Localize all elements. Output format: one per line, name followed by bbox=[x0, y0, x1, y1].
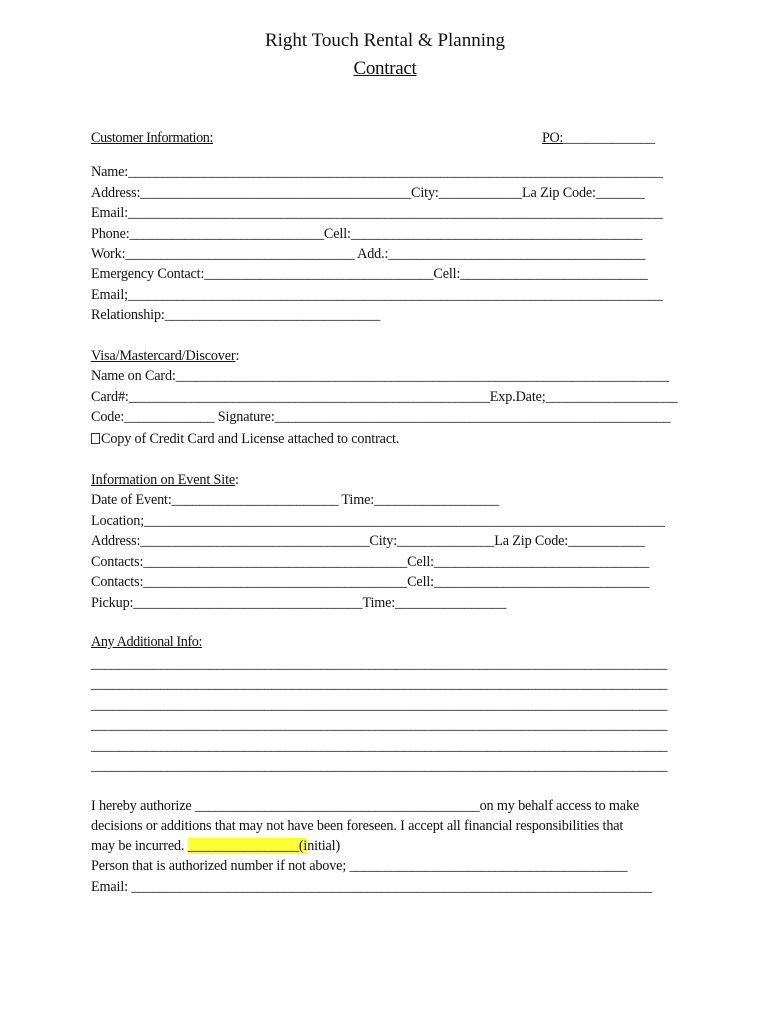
event-date-time-field[interactable]: Date of Event:________________________ Time:__________________ bbox=[91, 492, 500, 508]
po-field[interactable] bbox=[542, 130, 655, 147]
document-subtitle: Contract bbox=[353, 58, 417, 79]
additional-info-heading: Any Additional Info: bbox=[91, 634, 203, 650]
second-email-field[interactable]: Email;_____________________________________________________________________________ bbox=[91, 287, 663, 303]
company-title: Right Touch Rental & Planning bbox=[264, 30, 506, 51]
email-field[interactable]: Email:_____________________________________________________________________________ bbox=[91, 205, 663, 221]
event-heading-text: Information on Event Site bbox=[91, 472, 236, 488]
additional-info-line[interactable]: ___________________________________________________________________________________ bbox=[91, 758, 668, 774]
authorized-email-field[interactable]: Email: ___________________________________________________________________________ bbox=[91, 879, 653, 895]
initial-label: nitial) bbox=[307, 838, 341, 854]
card-number-field[interactable]: Card#:____________________________________________________Exp.Date;___________________ bbox=[91, 389, 678, 405]
event-contact-1-field[interactable]: Contacts:______________________________________Cell:_______________________________ bbox=[91, 554, 650, 570]
initial-field[interactable]: ________________(i bbox=[187, 838, 308, 854]
additional-info-line[interactable]: ___________________________________________________________________________________ bbox=[91, 697, 668, 713]
checkbox-icon[interactable] bbox=[91, 433, 100, 444]
event-heading-colon: : bbox=[235, 472, 239, 488]
relationship-field[interactable]: Relationship:_______________________________ bbox=[91, 307, 380, 323]
copy-attached-row[interactable] bbox=[91, 430, 399, 448]
name-on-card-field[interactable]: Name on Card:_______________________________________________________________________ bbox=[91, 368, 669, 384]
additional-info-line[interactable]: ___________________________________________________________________________________ bbox=[91, 676, 668, 692]
customer-info-heading: Customer Information: bbox=[91, 130, 214, 146]
event-address-field[interactable]: Address:_________________________________City:______________La Zip Code:___________ bbox=[91, 533, 645, 549]
event-section-heading bbox=[91, 471, 239, 489]
additional-info-line[interactable]: ___________________________________________________________________________________ bbox=[91, 717, 668, 733]
authorized-person-field[interactable]: Person that is authorized number if not above; ________________________________________ bbox=[91, 858, 628, 874]
card-heading-text: Visa/Mastercard/Discover bbox=[91, 348, 236, 364]
event-contact-2-field[interactable]: Contacts:______________________________________Cell:_______________________________ bbox=[91, 574, 650, 590]
address-field[interactable]: Address:_______________________________________City:____________La Zip Code:_______ bbox=[91, 185, 645, 201]
po-blank: _____________ bbox=[562, 130, 656, 146]
authorize-line[interactable]: I hereby authorize _________________________________________on my behalf access to make bbox=[91, 798, 640, 814]
authorize-text: decisions or additions that may not have been foreseen. I accept all financial responsibilities that bbox=[91, 818, 624, 834]
additional-info-line[interactable]: ___________________________________________________________________________________ bbox=[91, 738, 668, 754]
copy-attached-label: Copy of Credit Card and License attached to contract. bbox=[101, 431, 400, 447]
initial-row[interactable] bbox=[91, 837, 340, 855]
event-location-field[interactable]: Location;___________________________________________________________________________ bbox=[91, 513, 665, 529]
card-section-heading bbox=[91, 347, 239, 365]
pickup-field[interactable]: Pickup:_________________________________Time:________________ bbox=[91, 595, 507, 611]
emergency-contact-field[interactable]: Emergency Contact:_________________________________Cell:___________________________ bbox=[91, 266, 648, 282]
code-signature-field[interactable]: Code:_____________ Signature:_________________________________________________________ bbox=[91, 409, 671, 425]
phone-field[interactable]: Phone:____________________________Cell:__________________________________________ bbox=[91, 226, 643, 242]
card-heading-colon: : bbox=[235, 348, 240, 364]
additional-info-line[interactable]: ___________________________________________________________________________________ bbox=[91, 656, 668, 672]
incurred-text: may be incurred. bbox=[91, 838, 188, 854]
po-label: PO: bbox=[542, 130, 563, 146]
name-field[interactable]: Name:_____________________________________________________________________________ bbox=[91, 164, 663, 180]
work-field[interactable]: Work:_________________________________ Add.:_____________________________________ bbox=[91, 246, 646, 262]
